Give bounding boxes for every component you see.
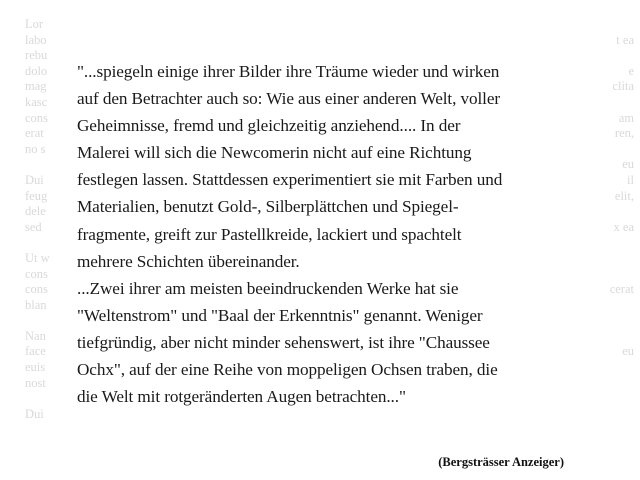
background-line: Ut w (25, 250, 50, 265)
background-line: blan (25, 297, 47, 312)
background-line: elit, (614, 188, 634, 203)
background-line: feug (25, 188, 48, 203)
quote-line: festlegen lassen. Stattdessen experimentiert sie mit Farben und (77, 170, 503, 190)
background-line: mag (25, 79, 47, 94)
background-line: face (25, 344, 46, 359)
background-line: clita (612, 79, 634, 94)
quote-line: "...spiegeln einige ihrer Bilder ihre Träume wieder und wirken (77, 62, 500, 81)
background-line: Nan (25, 328, 46, 343)
quote-line: Geheimnisse, fremd und gleichzeitig anziehend.... In der (77, 116, 461, 136)
background-text-right (610, 17, 634, 376)
background-paragraph (25, 251, 50, 313)
quote-line: die Welt mit rotgeränderten Augen betrachten..." (77, 387, 406, 407)
quote-line: Ochx", auf der eine Reihe von moppeligen Ochsen traben, die (77, 360, 498, 380)
background-line: rebu (25, 48, 48, 63)
press-quote (77, 58, 577, 410)
background-line: Dui (25, 406, 44, 421)
background-line: dele (25, 204, 46, 219)
background-line: eu (622, 157, 634, 172)
background-line: nost (25, 375, 46, 390)
background-line: cerat (609, 282, 634, 297)
background-line: am (618, 110, 634, 125)
quote-line: "Weltenstrom" und "Baal der Erkenntnis" genannt. Weniger (77, 305, 483, 325)
quote-line: tiefgründig, aber nicht minder sehenswert, ist ihre "Chaussee (77, 332, 490, 352)
background-paragraph (610, 282, 634, 329)
background-paragraph (610, 17, 634, 142)
quote-line: Materialien, benutzt Gold-, Silberplättchen und Spiegel- (77, 197, 459, 217)
quote-line: fragmente, greift zur Pastellkreide, lackiert und spachtelt (77, 224, 462, 244)
background-paragraph (25, 17, 50, 157)
background-paragraph (610, 220, 634, 267)
background-line: dolo (25, 63, 48, 78)
background-paragraph (25, 407, 50, 423)
background-line: Lor (25, 17, 44, 31)
background-line: x ea (613, 219, 634, 234)
background-paragraph (25, 173, 50, 235)
quote-line: mehrere Schichten übereinander. (77, 251, 300, 271)
background-line: no s (25, 141, 46, 156)
background-paragraph (25, 329, 50, 391)
background-line: il (627, 172, 634, 187)
quote-source: (Bergsträsser Anzeiger) (438, 455, 564, 469)
quote-line: Malerei will sich die Newcomerin nicht auf eine Richtung (77, 143, 472, 163)
background-line: t ea (616, 32, 634, 47)
background-line: erat (25, 126, 44, 141)
background-line: cons (25, 266, 48, 281)
background-line: e (628, 63, 634, 78)
background-paragraph (610, 157, 634, 204)
quote-line: auf den Betrachter auch so: Wie aus einer anderen Welt, voller (77, 89, 500, 109)
background-line: sed (25, 219, 42, 234)
quote-line: ...Zwei ihrer am meisten beeindruckenden Werke hat sie (77, 278, 459, 298)
background-line: cons (25, 110, 48, 125)
background-line: labo (25, 32, 47, 47)
background-line: eu (622, 344, 634, 359)
background-line: kasc (25, 94, 48, 109)
background-line: cons (25, 282, 48, 297)
background-text-left (25, 17, 50, 438)
background-line: euis (25, 360, 46, 375)
background-paragraph (610, 344, 634, 360)
background-line: Dui (25, 172, 44, 187)
background-line: ren, (614, 126, 634, 141)
